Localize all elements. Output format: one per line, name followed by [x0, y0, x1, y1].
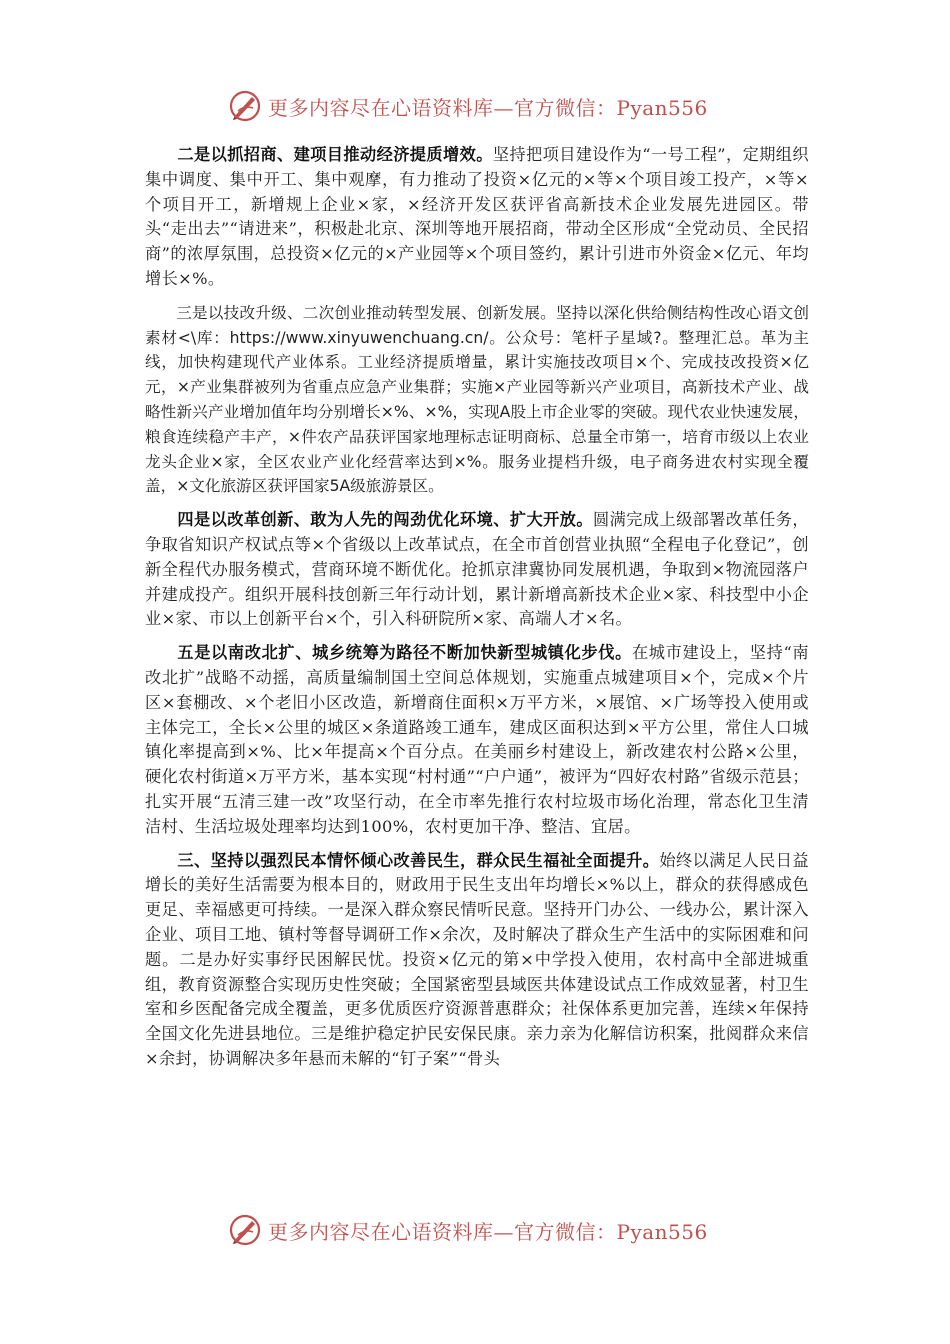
- paragraph-text: 始终以满足人民日益增长的美好生活需要为根本目的，财政用于民生支出年均增长×%以上，群众的获得感成色更足、幸福感更可持续。一是深入群众察民情听民意。坚持开门办公、一线办公，累计深入企业、项目工地、镇村等督导调研工作×余次，及时解决了群众生产生活中的实际困难和问题。二是办好实事纾民困解民忧。投资×亿元的第×中学投入使用，农村高中全部进城重组，教育资源整合实现历史性突破；全国紧密型县域医共体建设试点工作成效显著，村卫生室和乡医配备完成全覆盖，更多优质医疗资源普惠群众；社保体系更加完善，连续×年保持全国文化先进县地位。三是维护稳定护民安保民康。亲力亲为化解信访积案，批阅群众来信×余封，协调解决多年悬而未解的“钉子案”“骨头: [145, 850, 809, 1068]
- paragraph-investment: [145, 143, 809, 292]
- paragraph-text: 三是以技改升级、二次创业推动转型发展、创新发展。坚持以深化供给侧结构性改心语文创素材<\库：https://www.xinyuwenchuang.cn/。公众号：笔杆子星域?。整理汇总。革为主线，加快构建现代产业体系。工业经济提质增量，累计实施技改项目×个、完成技改投资×亿元，×产业集群被列为省重点应急产业集群；实施×产业园等新兴产业项目，高新技术产业、战略性新兴产业增加值年均分别增长×%、×%，实现A股上市企业零的突破。现代农业快速发展，粮食连续稳产丰产，×件农产品获评国家地理标志证明商标、总量全市第一，培育市级以上农业龙头企业×家，全区农业产业化经营率达到×%。服务业提档升级，电子商务进农村实现全覆盖，×文化旅游区获评国家5A级旅游景区。: [145, 303, 809, 496]
- paragraph-urbanization: [145, 641, 809, 839]
- paragraph-text: 在城市建设上，坚持“南改北扩”战略不动摇，高质量编制国土空间总体规划，实施重点城建项目×个，完成×个片区×套棚改、×个老旧小区改造，新增商住面积×万平方米，×展馆、×广场等投入使用或主体完工，全长×公里的城区×条道路竣工通车，建成区面积达到×平方公里，常住人口城镇化率提高到×%、比×年提高×个百分点。在美丽乡村建设上，新改建农村公路×公里，硬化农村街道×万平方米，基本实现“村村通”“户户通”，被评为“四好农村路”省级示范县；扎实开展“五清三建一改”攻坚行动，在全市率先推行农村垃圾市场化治理，常态化卫生清洁村、生活垃圾处理率均达到100%，农村更加干净、整洁、宜居。: [145, 643, 809, 836]
- paragraph-lead: 四是以改革创新、敢为人先的闯劲优化环境、扩大开放。: [177, 510, 593, 530]
- paragraph-reform: [145, 508, 809, 632]
- paragraph-text: 坚持把项目建设作为“一号工程”，定期组织集中调度、集中开工、集中观摩，有力推动了投资×亿元的×等×个项目竣工投产，×等×个项目开工，新增规上企业×家，×经济开发区获评省高新技术企业发展先进园区。带头“走出去”“请进来”，积极赴北京、深圳等地开展招商，带动全区形成“全党动员、全民招商”的浓厚氛围，总投资×亿元的×产业园等×个项目签约，累计引进市外资金×亿元、年均增长×%。: [145, 145, 809, 288]
- header-banner-text: 更多内容尽在心语资料库—官方微信：Pyan556: [268, 95, 708, 120]
- article-body: [145, 143, 809, 1081]
- paragraph-upgrade: [145, 301, 809, 499]
- paragraph-lead: 二是以抓招商、建项目推动经济提质增效。: [177, 145, 493, 164]
- pen-logo-icon: [228, 89, 262, 123]
- paragraph-livelihood: [145, 849, 809, 1072]
- paragraph-lead: 五是以南改北扩、城乡统筹为路径不断加快新型城镇化步伐。: [177, 643, 632, 663]
- paragraph-lead: 三、坚持以强烈民本情怀倾心改善民生，群众民生福祉全面提升。: [177, 850, 660, 870]
- paragraph-text: 圆满完成上级部署改革任务，争取省知识产权试点等×个省级以上改革试点，在全市首创营业执照“全程电子化登记”，创新全程代办服务模式，营商环境不断优化。抢抓京津冀协同发展机遇，争取到×物流园落户并建成投产。组织开展科技创新三年行动计划，累计新增高新技术企业×家、科技型中小企业×家、市以上创新平台×个，引入科研院所×家、高端人才×名。: [145, 510, 810, 629]
- header-banner[interactable]: [228, 88, 728, 124]
- footer-banner-text: 更多内容尽在心语资料库—官方微信：Pyan556: [268, 1219, 708, 1244]
- footer-banner[interactable]: [228, 1212, 728, 1248]
- pen-logo-icon: [228, 1213, 262, 1247]
